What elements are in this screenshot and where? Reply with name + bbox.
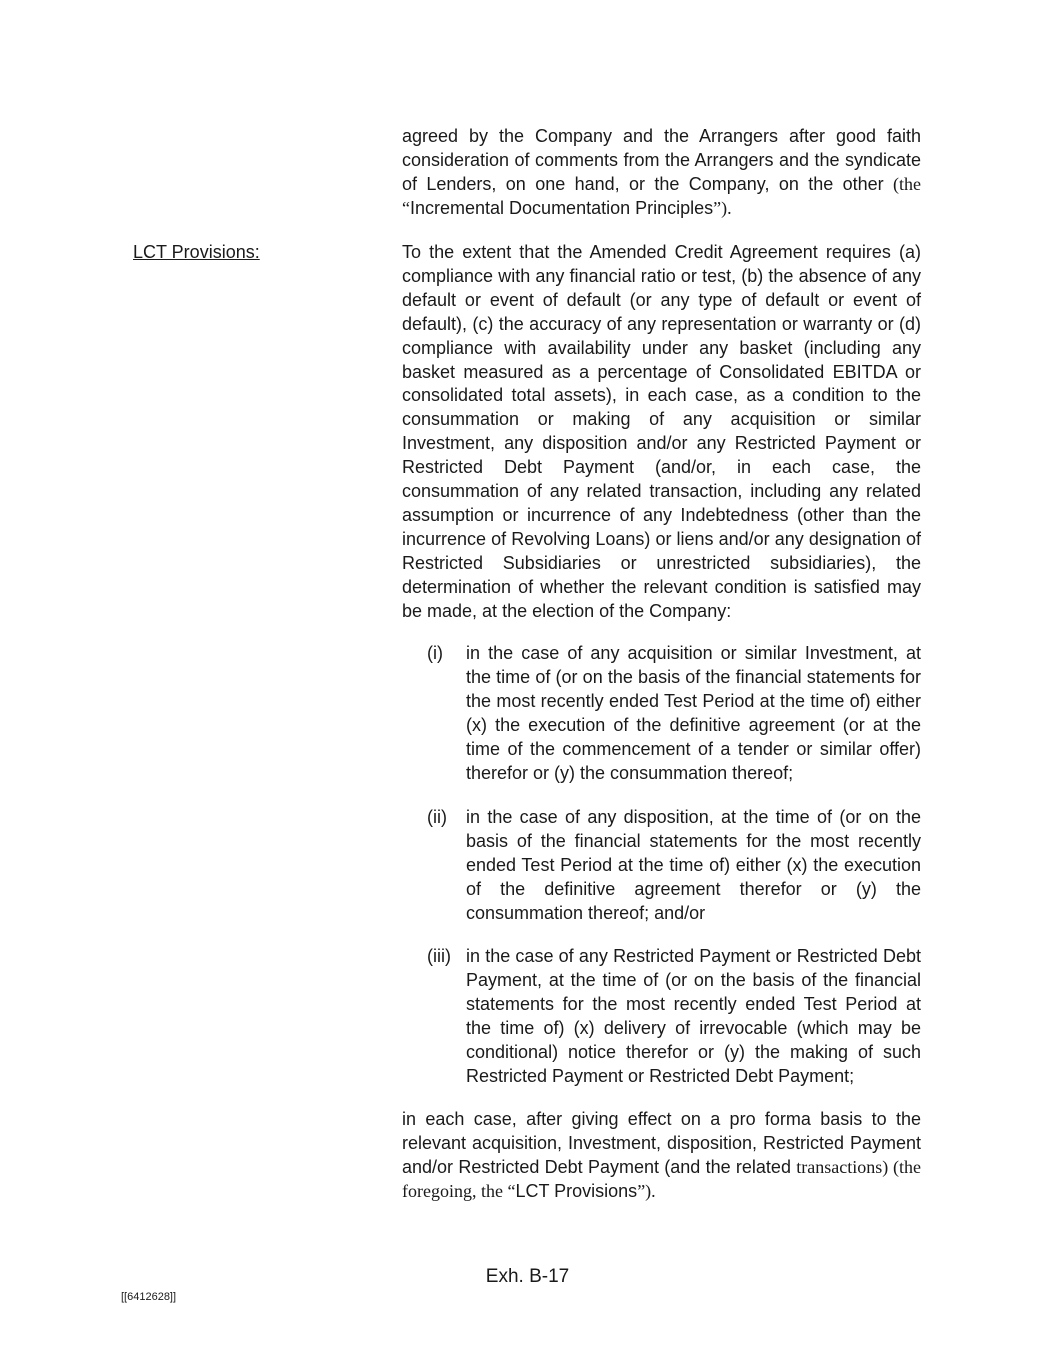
defined-term-incremental: Incremental Documentation Principles — [410, 197, 714, 218]
lct-provisions-heading: LCT Provisions: — [133, 242, 260, 262]
list-item-number: (ii) — [427, 807, 447, 827]
continuation-paren-open: (the “ — [402, 173, 921, 218]
list-item-text: in the case of any disposition, at the time of (or on the basis of the financial statements for the most recently ended Test Period at the time of) either (x) the execution of the definitive agreement therefor or (y) the consummation thereof; and/or — [466, 807, 921, 923]
closing-text: in each case, after giving effect on a pro forma basis to the relevant acquisition, Investment, disposition, Restricted Payment and/or Restricted Debt Payment (and the related — [402, 1109, 921, 1177]
list-item-number: (iii) — [427, 946, 451, 966]
defined-term-lct: LCT Provisions — [515, 1180, 638, 1201]
closing-paren-close: ”). — [637, 1180, 656, 1201]
closing-serif-text: transactions) (the foregoing, the “ — [402, 1156, 921, 1201]
list-item-text: in the case of any acquisition or similar Investment, at the time of (or on the basis of the financial statements for the most recently ended Test Period at the time of) either (x) the execution of the definitive agreement (or at the time of the commencement of a tender or similar offer) therefor or (y) the consummation thereof; — [466, 643, 921, 783]
document-id: [[6412628]] — [121, 1291, 177, 1303]
list-item-number: (i) — [427, 643, 443, 663]
continuation-paren-close: ”). — [713, 197, 732, 218]
page-number: Exh. B-17 — [485, 1266, 570, 1287]
lct-intro-paragraph: To the extent that the Amended Credit Agreement requires (a) compliance with any financial ratio or test, (b) the absence of any default or event of default (or any type of default or event of default), (c) the accuracy of any representation or warranty or (d) compliance with availability under any basket (including any basket measured as a percentage of Consolidated EBITDA or consolidated total assets), in each case, as a condition to the consummation or making of any acquisition or similar Investment, any disposition and/or any Restricted Payment or Restricted Debt Payment (and/or, in each case, the consummation of any related transaction, including any related assumption or incurrence of any Indebtedness (other than the incurrence of Revolving Loans) or liens and/or any designation of Restricted Subsidiaries or unrestricted subsidiaries), the determination of whether the relevant condition is satisfied may be made, at the election of the Company: — [402, 242, 921, 621]
list-item-text: in the case of any Restricted Payment or Restricted Debt Payment, at the time of (or on the basis of the financial statements for the most recently ended Test Period at the time of) (x) delivery of irrevocable (which may be conditional) notice therefor or (y) the making of such Restricted Payment or Restricted Debt Payment; — [466, 946, 921, 1086]
continuation-paragraph — [402, 125, 921, 221]
continuation-text: agreed by the Company and the Arrangers after good faith consideration of comments from the Arrangers and the syndicate of Lenders, on one hand, or the Company, on the other — [402, 126, 921, 194]
closing-paragraph — [402, 1108, 921, 1204]
